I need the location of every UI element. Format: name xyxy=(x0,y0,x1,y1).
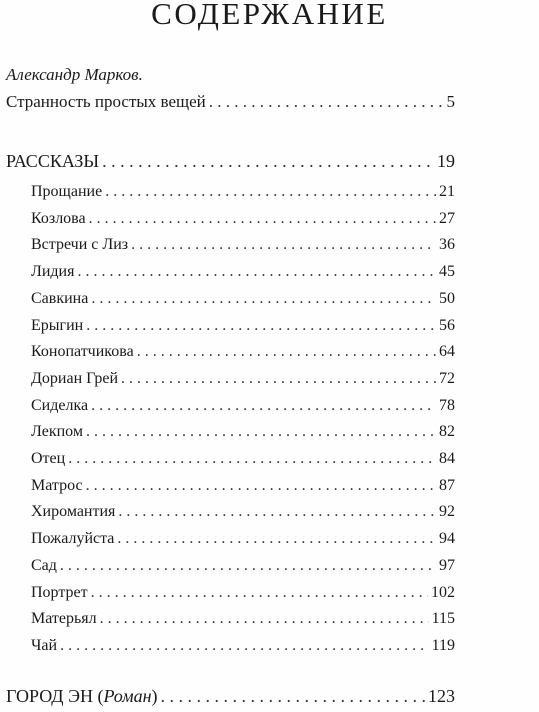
leader-dots xyxy=(117,528,436,550)
toc-entry-title: Встречи с Лиз xyxy=(31,236,129,254)
page-title: СОДЕРЖАНИЕ xyxy=(151,0,388,31)
leader-dots xyxy=(68,448,436,470)
toc-page-number: 82 xyxy=(439,423,455,441)
toc-page-number: 36 xyxy=(439,236,455,254)
toc-page-number: 115 xyxy=(431,610,455,628)
toc-entry-title: Чай xyxy=(31,636,58,654)
toc-entry-title: Прощание xyxy=(31,183,103,200)
leader-dots xyxy=(100,608,429,630)
toc-entry-title: Конопатчикова xyxy=(31,343,134,361)
toc-entry[interactable] xyxy=(31,608,455,630)
toc-entry-title: Хиромантия xyxy=(31,503,116,521)
toc-entry[interactable] xyxy=(31,234,455,256)
toc-page-number: 72 xyxy=(439,369,455,387)
toc-entry[interactable] xyxy=(31,555,455,577)
toc-page-number: 84 xyxy=(439,450,455,467)
toc-entry[interactable] xyxy=(31,448,455,470)
toc-page-number: 94 xyxy=(439,530,455,548)
toc-page-number: 21 xyxy=(439,183,455,200)
toc-entry-title: Сад xyxy=(31,556,57,574)
toc-entry[interactable] xyxy=(31,475,455,497)
toc-entry-title: Лекпом xyxy=(31,423,83,441)
toc-page-number: 87 xyxy=(439,476,455,494)
leader-dots xyxy=(77,261,436,283)
leader-dots xyxy=(118,501,436,523)
toc-page-number: 45 xyxy=(439,263,455,281)
toc-entry[interactable] xyxy=(31,181,455,203)
toc-page-number: 56 xyxy=(439,316,455,334)
toc-entry[interactable] xyxy=(31,501,455,523)
leader-dots xyxy=(86,315,436,337)
leader-dots xyxy=(86,421,436,443)
leader-dots xyxy=(60,635,429,657)
toc-page-number: 123 xyxy=(428,686,455,706)
toc-entry-preface[interactable] xyxy=(6,91,455,113)
toc-entry-title: Странность простых вещей xyxy=(6,92,206,111)
toc-entry-title: Сиделка xyxy=(31,396,89,414)
novel-subtitle: Роман xyxy=(103,686,152,706)
toc-entry-title: Матрос xyxy=(31,476,83,494)
toc-page-number: 92 xyxy=(439,503,455,521)
leader-dots xyxy=(161,685,425,707)
toc-page-number: 64 xyxy=(439,343,455,361)
toc-entry[interactable] xyxy=(31,582,455,604)
leader-dots xyxy=(86,475,436,497)
leader-dots xyxy=(91,582,428,604)
leader-dots xyxy=(91,288,436,310)
toc-section-title: РАССКАЗЫ xyxy=(6,151,100,171)
preface-author: Александр Марков. xyxy=(6,65,143,84)
toc-entry[interactable] xyxy=(31,315,455,337)
toc-entry[interactable] xyxy=(31,528,455,550)
toc-entry-title: Дориан Грей xyxy=(31,369,119,387)
toc-entry[interactable] xyxy=(31,368,455,390)
leader-dots xyxy=(91,395,436,417)
toc-entry-title: Портрет xyxy=(31,583,88,601)
toc-entry-title: Козлова xyxy=(31,209,86,227)
toc-entry-title: Пожалуйста xyxy=(31,530,115,548)
toc-page-number: 102 xyxy=(431,583,455,601)
toc-entry[interactable] xyxy=(31,288,455,310)
leader-dots xyxy=(102,150,434,172)
toc-page-number: 50 xyxy=(439,289,455,307)
leader-dots xyxy=(105,181,436,203)
toc-entry-title: Савкина xyxy=(31,289,89,307)
toc-section-novel[interactable] xyxy=(6,685,455,707)
toc-entry[interactable] xyxy=(31,635,455,657)
toc-entry[interactable] xyxy=(31,208,455,230)
toc-page-number: 78 xyxy=(439,396,455,414)
leader-dots xyxy=(89,208,436,230)
toc-entry-title: Ерыгин xyxy=(31,316,84,334)
toc-entry[interactable] xyxy=(31,341,455,363)
toc-entry[interactable] xyxy=(31,261,455,283)
toc-entry-title: Матерьял xyxy=(31,610,97,628)
leader-dots xyxy=(131,234,436,256)
toc-entry-title: Отец xyxy=(31,450,66,467)
toc-section-stories[interactable] xyxy=(6,150,455,172)
novel-title: ГОРОД ЭН xyxy=(6,686,93,706)
leader-dots xyxy=(121,368,436,390)
toc-page-number: 5 xyxy=(446,92,455,111)
toc-entry[interactable] xyxy=(31,421,455,443)
toc-entry[interactable] xyxy=(31,395,455,417)
toc-section-title: ГОРОД ЭН (Роман) xyxy=(6,686,158,706)
leader-dots xyxy=(60,555,436,577)
toc-page-number: 97 xyxy=(439,556,455,574)
toc-page-number: 119 xyxy=(431,636,455,654)
toc-page-number: 27 xyxy=(439,209,455,227)
toc-entry-title: Лидия xyxy=(31,263,75,281)
toc-page-number: 19 xyxy=(437,151,455,171)
leader-dots xyxy=(137,341,436,363)
leader-dots xyxy=(209,91,444,113)
